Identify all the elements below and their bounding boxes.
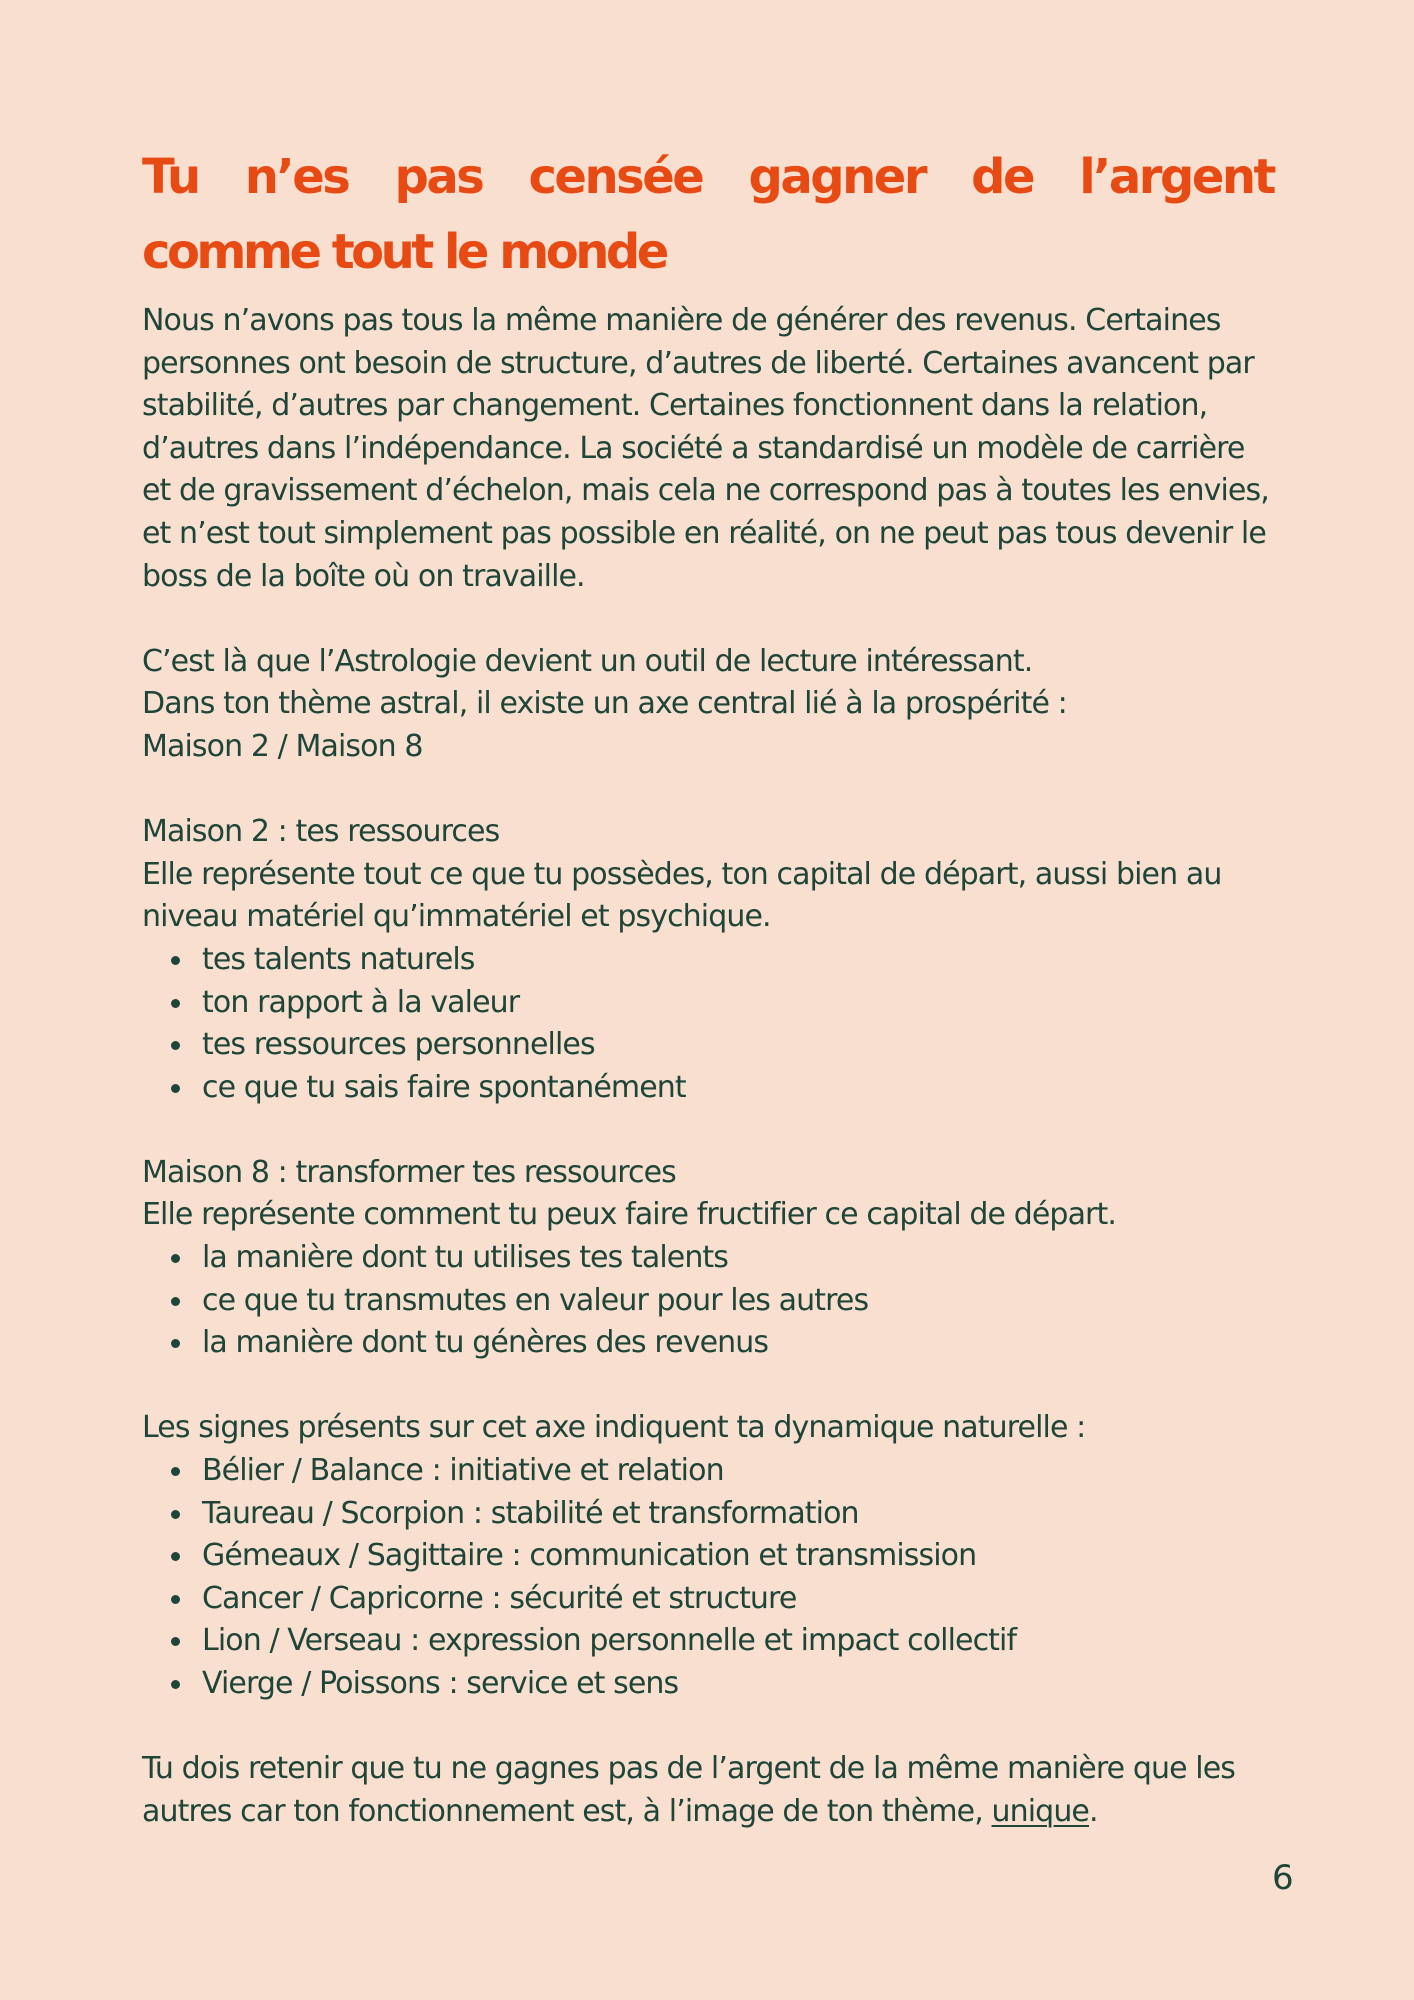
maison2-list [142, 939, 1274, 1109]
maison8-heading: Maison 8 : transformer tes ressources [142, 1154, 676, 1190]
list-item: tes talents naturels [202, 939, 1274, 982]
conclusion-emphasis: unique [991, 1793, 1089, 1829]
list-item: ce que tu transmutes en valeur pour les autres [202, 1280, 1274, 1323]
maison8-list [142, 1237, 1274, 1365]
astro-line-2: Dans ton thème astral, il existe un axe central lié à la prospérité : [142, 686, 1067, 722]
list-item: Lion / Verseau : expression personnelle et impact collectif [202, 1620, 1274, 1663]
conclusion-text: Tu dois retenir que tu ne gagnes pas de l’argent de la même manière que les autres car ton fonctionnement est, à l’image de ton thème, [142, 1751, 1236, 1829]
list-item: Bélier / Balance : initiative et relation [202, 1450, 1274, 1493]
list-item: Taureau / Scorpion : stabilité et transformation [202, 1493, 1274, 1536]
astro-line-3: Maison 2 / Maison 8 [142, 728, 423, 764]
title-line-2: comme tout le monde [142, 224, 666, 280]
list-item: la manière dont tu utilises tes talents [202, 1237, 1274, 1280]
list-item: Vierge / Poissons : service et sens [202, 1663, 1274, 1706]
list-item: Gémeaux / Sagittaire : communication et transmission [202, 1535, 1274, 1578]
maison8-description: Elle représente comment tu peux faire fructifier ce capital de départ. [142, 1197, 1116, 1233]
astro-line-1: C’est là que l’Astrologie devient un outil de lecture intéressant. [142, 643, 1033, 679]
spacer [142, 769, 1274, 812]
signs-intro: Les signes présents sur cet axe indiquent ta dynamique naturelle : [142, 1410, 1086, 1446]
body-text [142, 300, 1274, 1833]
intro-paragraph: Nous n’avons pas tous la même manière de générer des revenus. Certaines personnes ont besoin de structure, d’autres de liberté. Certaines avancent par stabilité, d’autres par changement. Certaines fonctionnent dans la relation, d’autres dans l’indépendance. La société a standardisé un modèle de carrière et de gravissement d’échelon, mais cela ne correspond pas à toutes les envies, et n’est tout simplement pas possible en réalité, on ne peut pas tous devenir le boss de la boîte où on travaille. [142, 303, 1269, 594]
spacer [142, 598, 1274, 641]
maison2-heading: Maison 2 : tes ressources [142, 814, 500, 850]
list-item: tes ressources personnelles [202, 1024, 1274, 1067]
signs-list [142, 1450, 1274, 1706]
page-number: 6 [1272, 1858, 1294, 1898]
spacer [142, 1706, 1274, 1749]
conclusion-paragraph [142, 1748, 1274, 1833]
spacer [142, 1365, 1274, 1408]
list-item: la manière dont tu génères des revenus [202, 1322, 1274, 1365]
list-item: Cancer / Capricorne : sécurité et structure [202, 1578, 1274, 1621]
maison2-description: Elle représente tout ce que tu possèdes, ton capital de départ, aussi bien au niveau matériel qu’immatériel et psychique. [142, 856, 1222, 935]
list-item: ton rapport à la valeur [202, 982, 1274, 1025]
page-title [142, 140, 1274, 290]
list-item: ce que tu sais faire spontanément [202, 1067, 1274, 1110]
page-content [142, 140, 1274, 1833]
conclusion-end: . [1089, 1793, 1098, 1829]
title-line-1: Tu n’es pas censée gagner de l’argent [142, 149, 1274, 205]
spacer [142, 1109, 1274, 1152]
